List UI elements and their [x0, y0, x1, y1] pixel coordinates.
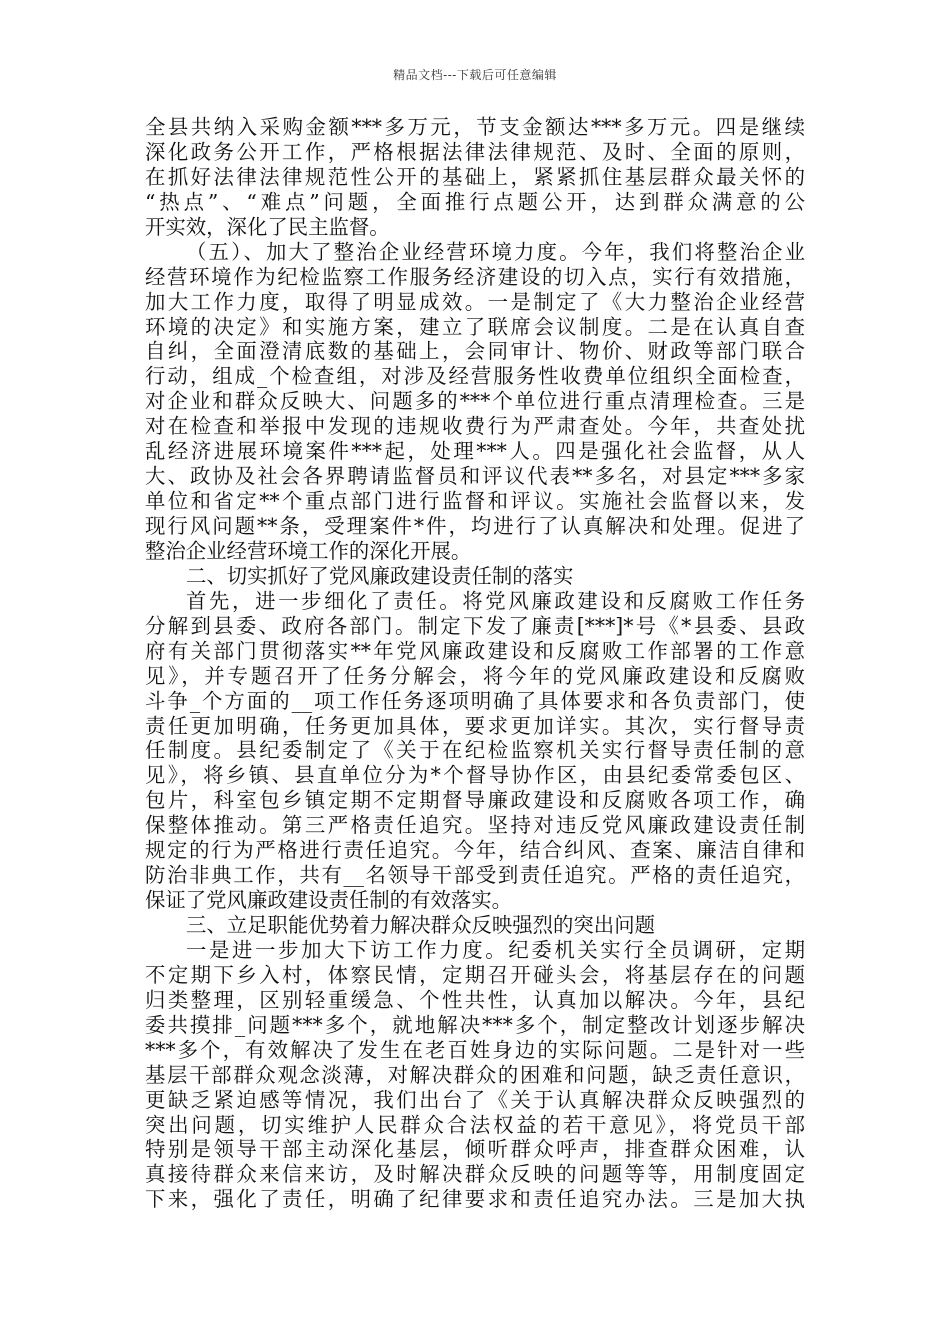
text-line: 行动，组成_个检查组，对涉及经营服务性收费单位组织全面检查， — [145, 364, 805, 389]
document-body — [145, 115, 805, 1212]
text-line: 基层干部群众观念淡薄，对解决群众的困难和问题，缺乏责任意识， — [145, 1062, 805, 1087]
section-heading: 三、立足职能优势着力解决群众反映强烈的突出问题 — [186, 913, 655, 937]
text-line: 见》，并专题召开了任务分解会，将今年的党风廉政建设和反腐败 — [145, 663, 805, 688]
text-line: 对企业和群众反映大、问题多的***个单位进行重点清理检查。三是 — [145, 389, 805, 414]
text-line: 现行风问题**条，受理案件*件，均进行了认真解决和处理。促进了 — [145, 514, 805, 538]
text-line: 府有关部门贯彻落实**年党风廉政建设和反腐败工作部署的工作意 — [145, 638, 805, 663]
text-line: 真接待群众来信来访，及时解决群众反映的问题等等，用制度固定 — [145, 1162, 805, 1187]
paragraph-start-line: （五）、加大了整治企业经营环境力度。今年，我们将整治企业 — [186, 239, 805, 264]
paragraph-start-line: 首先，进一步细化了责任。将党风廉政建设和反腐败工作任务 — [186, 588, 805, 613]
text-line: 不定期下乡入村，体察民情，定期召开碰头会，将基层存在的问题 — [145, 962, 805, 987]
text-line: 任制度。县纪委制定了《关于在纪检监察机关实行督导责任制的意 — [145, 738, 805, 763]
text-line: 在抓好法律法律规范性公开的基础上，紧紧抓住基层群众最关怀的 — [145, 164, 805, 189]
text-line: 归类整理，区别轻重缓急、个性共性，认真加以解决。今年，县纪 — [145, 987, 805, 1012]
text-line: 委共摸排_问题***多个，就地解决***多个，制定整改计划逐步解决 — [145, 1012, 805, 1037]
text-line: 责任更加明确，任务更加具体，要求更加详实。其次，实行督导责 — [145, 713, 805, 738]
text-line: 斗争_个方面的__项工作任务逐项明确了具体要求和各负责部门，使 — [145, 688, 805, 713]
text-line: 经营环境作为纪检监察工作服务经济建设的切入点，实行有效措施， — [145, 264, 805, 289]
text-line: 见》，将乡镇、县直单位分为*个督导协作区，由县纪委常委包区、 — [145, 763, 805, 788]
text-line: 下来，强化了责任，明确了纪律要求和责任追究办法。三是加大执 — [145, 1187, 805, 1212]
text-line: “热点”、“难点”问题，全面推行点题公开，达到群众满意的公 — [145, 189, 805, 214]
section-heading: 二、切实抓好了党风廉政建设责任制的落实 — [186, 563, 574, 588]
text-line: 防治非典工作，共有__名领导干部受到责任追究。严格的责任追究， — [145, 863, 805, 888]
text-line: ***多个，有效解决了发生在老百姓身边的实际问题。二是针对一些 — [145, 1037, 805, 1062]
text-line: 全县共纳入采购金额***多万元，节支金额达***多万元。四是继续 — [145, 115, 805, 139]
text-line: 加大工作力度，取得了明显成效。一是制定了《大力整治企业经营 — [145, 289, 805, 314]
text-line: 更缺乏紧迫感等情况，我们出台了《关于认真解决群众反映强烈的 — [145, 1087, 805, 1112]
text-line: 开实效，深化了民主监督。 — [145, 214, 390, 239]
text-line: 规定的行为严格进行责任追究。今年，结合纠风、查案、廉洁自律和 — [145, 838, 805, 863]
text-line: 分解到县委、政府各部门。制定下发了廉责[***]*号《*县委、县政 — [145, 613, 805, 638]
text-line: 包片，科室包乡镇定期不定期督导廉政建设和反腐败各项工作，确 — [145, 788, 805, 813]
text-line: 整治企业经营环境工作的深化开展。 — [145, 538, 472, 563]
text-line: 对在检查和举报中发现的违规收费行为严肃查处。今年，共查处扰 — [145, 414, 805, 439]
text-line: 深化政务公开工作，严格根据法律法律规范、及时、全面的原则， — [145, 139, 805, 164]
text-line: 保整体推动。第三严格责任追究。坚持对违反党风廉政建设责任制 — [145, 813, 805, 838]
text-line: 自纠，全面澄清底数的基础上，会同审计、物价、财政等部门联合 — [145, 339, 805, 364]
text-line: 环境的决定》和实施方案，建立了联席会议制度。二是在认真自查 — [145, 314, 805, 339]
text-line: 乱经济进展环境案件***起，处理***人。四是强化社会监督，从人 — [145, 439, 805, 464]
text-line: 保证了党风廉政建设责任制的有效落实。 — [145, 888, 513, 913]
text-line: 单位和省定**个重点部门进行监督和评议。实施社会监督以来，发 — [145, 489, 805, 514]
page-header: 精品文档---下载后可任意编辑 — [393, 68, 557, 82]
paragraph-start-line: 一是进一步加大下访工作力度。纪委机关实行全员调研，定期 — [186, 937, 805, 962]
text-line: 大、政协及社会各界聘请监督员和评议代表**多名，对县定***多家 — [145, 464, 805, 489]
text-line: 特别是领导干部主动深化基层，倾听群众呼声，排查群众困难，认 — [145, 1137, 805, 1162]
text-line: 突出问题，切实维护人民群众合法权益的若干意见》，将党员干部 — [145, 1112, 805, 1137]
